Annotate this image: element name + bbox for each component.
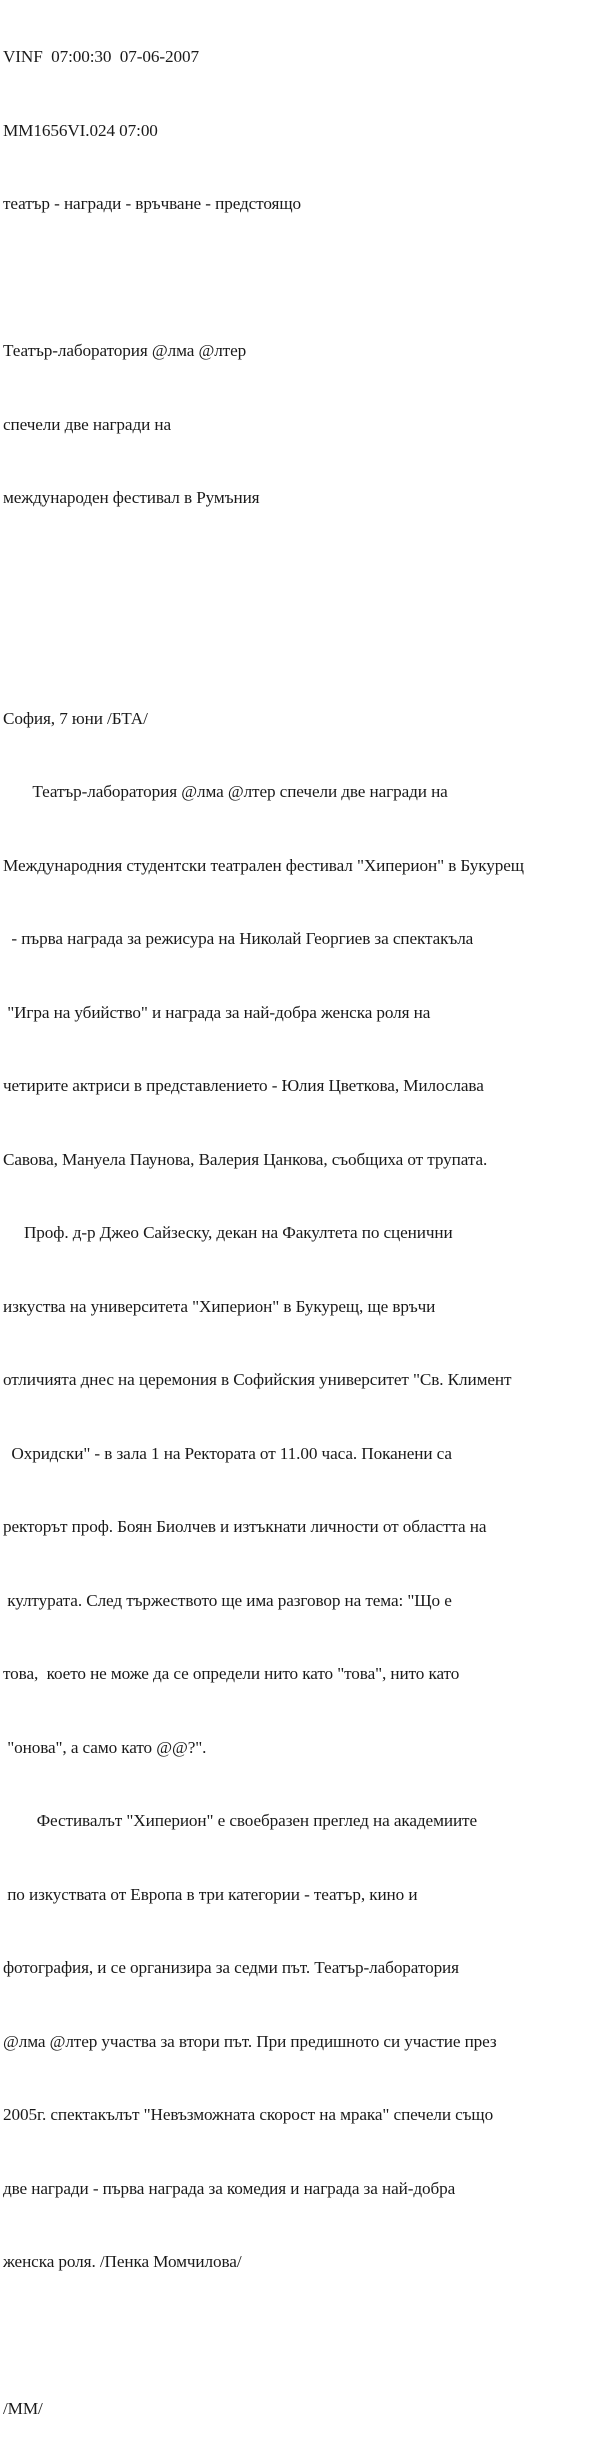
body-line: Международния студентски театрален фестивал "Хиперион" в Букурещ: [3, 855, 524, 875]
body-line: културата. След тържеството ще има разговор на тема: "Що е: [3, 1590, 452, 1610]
dateline: София, 7 юни /БТА/: [3, 708, 148, 728]
body-line: четирите актриси в представлението - Юлия Цветкова, Милослава: [3, 1076, 484, 1095]
body-line: по изкуствата от Европа в три категории - театър, кино и: [3, 1884, 418, 1904]
body-line: изкуства на университета "Хиперион" в Букурещ, ще връчи: [3, 1296, 436, 1316]
header-line-1: VINF 07:00:30 07-06-2007: [3, 47, 200, 66]
body-line: две награди - първа награда за комедия и награда за най-добра: [3, 2178, 456, 2198]
body-line: - първа награда за режисура на Николай Георгиев за спектакъла: [3, 929, 474, 948]
blank-line: [3, 266, 524, 291]
headline-line-1: Театър-лаборатория @лма @лтер: [3, 341, 247, 360]
headline-line-3: международен фестивал в Румъния: [3, 488, 260, 507]
body-line: Фестивалът "Хиперион" е своебразен преглед на академиите: [3, 1811, 477, 1830]
body-line: това, което не може да се определи нито като "това", нито като: [3, 1664, 460, 1683]
body-line: фотография, и се организира за седми път. Театър-лаборатория: [3, 1958, 459, 1977]
body-line: @лма @лтер участва за втори път. При предишното си участие през: [3, 2031, 497, 2051]
body-line: "Игра на убийство" и награда за най-добра женска роля на: [3, 1002, 431, 1022]
blank-line: [3, 633, 524, 658]
body-line: "онова", а само като @@?".: [3, 1737, 207, 1757]
blank-line: [3, 560, 524, 585]
headline-line-2: спечели две награди на: [3, 414, 172, 434]
body-line: Проф. д-р Джео Сайзеску, декан на Факултета по сценични: [3, 1223, 453, 1242]
body-line: Театър-лаборатория @лма @лтер спечели две награди на: [3, 782, 448, 801]
keywords-line: театър - награди - връчване - предстоящо: [3, 194, 301, 213]
body-line: 2005г. спектакълът "Невъзможната скорост на мрака" спечели също: [3, 2105, 494, 2124]
news-document: [3, 0, 524, 2446]
body-line: Охридски" - в зала 1 на Ректората от 11.00 часа. Поканени са: [3, 1443, 452, 1463]
blank-line: [3, 2324, 524, 2349]
body-line: женска роля. /Пенка Момчилова/: [3, 2252, 242, 2271]
body-line: ректорът проф. Боян Биолчев и изтъкнати личности от областта на: [3, 1517, 487, 1536]
body-line: отличията днес на церемония в Софийския университет "Св. Климент: [3, 1370, 512, 1389]
header-line-2: MM1656VI.024 07:00: [3, 120, 158, 140]
body-line: Савова, Мануела Паунова, Валерия Цанкова, съобщиха от трупата.: [3, 1149, 488, 1169]
footer-signature: /ММ/: [3, 2399, 43, 2418]
